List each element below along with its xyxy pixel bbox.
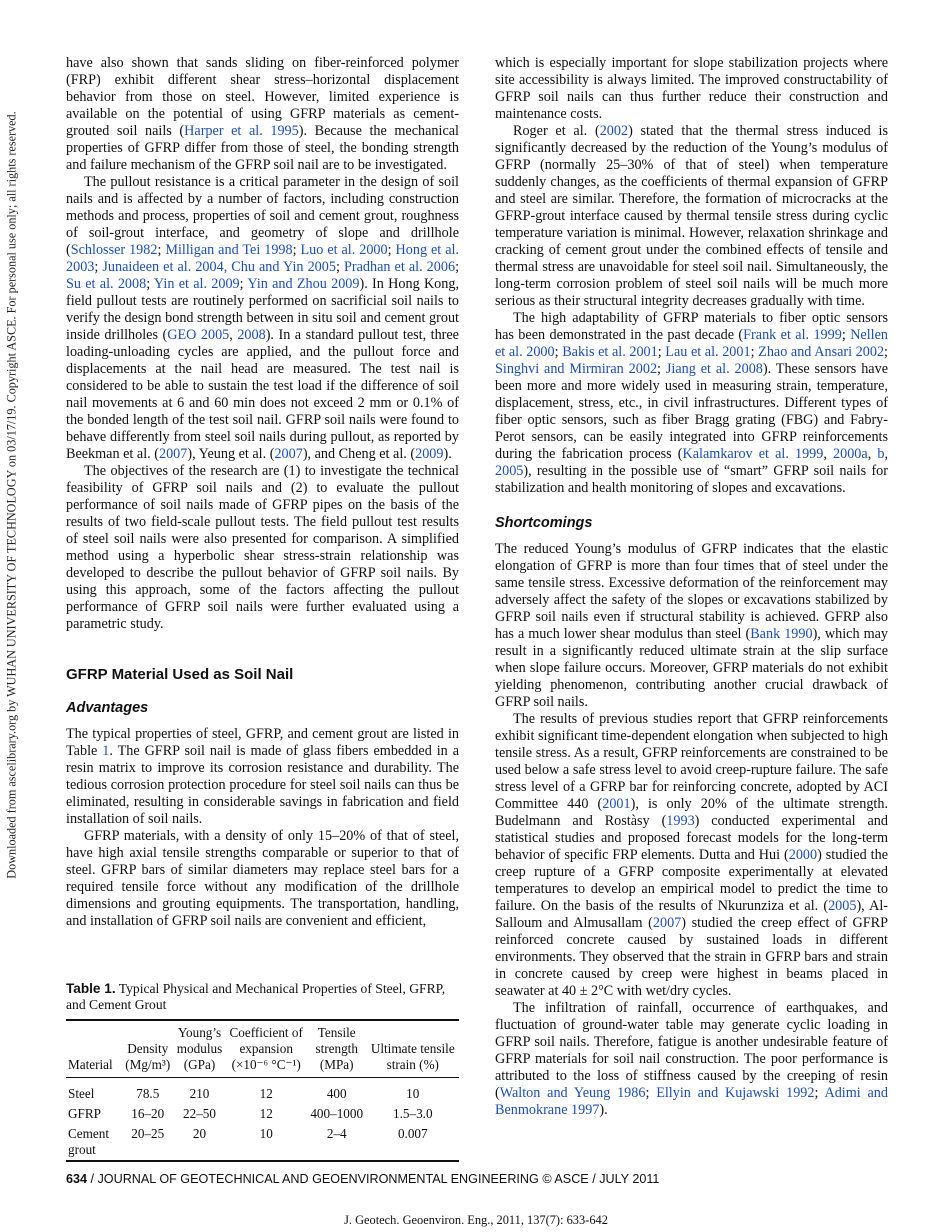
col-header-strength: Tensile strength (MPa)	[315, 1025, 358, 1072]
citation-link[interactable]: Harper et al. 1995	[184, 123, 299, 139]
citation-link[interactable]: Bakis et al. 2001	[562, 344, 658, 360]
table-header-row	[66, 1020, 459, 1078]
col-header-density: Density (Mg/m³)	[125, 1041, 171, 1072]
paragraph: The results of previous studies report that GFRP reinforcements exhibit significant time-dependent elongation when subjected to high tensile stress. As a result, GFRP reinforcements are constrained to be used below a safe stress level to avoid creep-rupture failure. The safe stress level of a GFRP bar for reinforcing concrete, adopted by ACI Committee 440 (2001), is only 20% of the ultimate strength. Budelmann and Rostàsy (1993) conducted experimental and statistical studies and proposed forecast models for the long-term behavior of specific FRP elements. Dutta and Hui (2000) studied the creep rupture of a GFRP composite experimentally at elevated temperatures to develop an empirical model to predict the time to failure. On the basis of the results of Nkurunziza et al. (2005), Al-Salloum and Almusallam (2007) studied the creep effect of GFRP reinforced concrete caused by sustained loads in different environments. They observed that the strain in GFRP bars and strain in concrete caused by creep were highest in beams placed in seawater at 40 ± 2°C with wet/dry cycles.	[495, 711, 888, 999]
citation-link[interactable]: Su et al. 2008	[66, 276, 147, 292]
paragraph: The reduced Young’s modulus of GFRP indicates that the elastic elongation of GFRP is more than four times that of steel under the same tensile stress. Excessive deformation of the reinforcement may adversely affect the safety of the slopes or excavations stabilized by GFRP soil nails even if structural stability is achieved. GFRP also has a much lower shear modulus than steel (Bank 1990), which may result in a significantly reduced ultimate strain at the slip surface when slope failure occurs. Moreover, GFRP materials do not exhibit yielding phenomenon, contributing another crucial drawback of GFRP soil nails.	[495, 541, 889, 710]
citation-link[interactable]: 2000	[788, 847, 818, 863]
download-notice-text: Downloaded from ascelibrary.org by WUHAN UNIVERSITY OF TECHNOLOGY on 03/17/19. Copyright ASCE. For personal use only; all rights reserved.	[4, 111, 19, 879]
citation-link[interactable]: Kalamkarov et al. 1999	[682, 446, 824, 462]
citation-link[interactable]: Walton and Yeung 1986	[499, 1085, 646, 1101]
download-notice	[2, 0, 22, 990]
citation-link[interactable]: Pradhan et al. 2006	[343, 259, 456, 275]
citation-link[interactable]: 1993	[666, 813, 695, 829]
table-caption	[66, 981, 459, 1013]
citation-link[interactable]: 1	[102, 743, 110, 759]
citation-link[interactable]: 2008	[237, 327, 266, 343]
paragraph: Roger et al. (2002) stated that the thermal stress induced is significantly decreased by the reduction of the Young’s modulus of GFRP (normally 25–30% of that of steel) when temperature suddenly changes, as the coefficients of thermal expansion of GFRP and steel are similar. Therefore, the formation of microcracks at the GFRP-grout interface caused by thermal tensile stress during cyclic temperature variation is minimal. However, relaxation shrinkage and cracking of cement grout under the combined effects of tensile and thermal stress are unavoidable for steel soil nail. Simultaneously, the long-term corrosion problem of steel soil nails will be much more serious as their structural integrity decreases gradually with time.	[495, 123, 888, 309]
table-row: Cement grout 20–25 20 10 2–4 0.007	[66, 1124, 459, 1161]
citation-link[interactable]: 2001	[602, 796, 631, 812]
journal-running-title: / JOURNAL OF GEOTECHNICAL AND GEOENVIRONMENTAL ENGINEERING © ASCE / JULY 2011	[87, 1172, 660, 1186]
subsection-heading-shortcomings: Shortcomings	[495, 515, 593, 531]
citation-link[interactable]: Bank 1990	[750, 626, 813, 642]
paragraph: GFRP materials, with a density of only 15–20% of that of steel, have high axial tensile strengths comparable or superior to that of steel. GFRP bars of similar diameters may replace steel bars for a required tensile force without any modification of the drillhole dimensions and grouting equipments. The transportation, handling, and installation of GFRP soil nails are convenient and efficient,	[66, 828, 459, 929]
properties-table	[66, 1019, 459, 1162]
citation-link[interactable]: Nellen et al. 2000	[495, 327, 889, 360]
section-heading: GFRP Material Used as Soil Nail	[66, 666, 294, 683]
table-label: Table 1.	[66, 981, 116, 996]
citation-link[interactable]: Schlosser 1982	[70, 242, 158, 258]
citation-link[interactable]: 2002	[599, 123, 629, 139]
paragraph: The objectives of the research are (1) to investigate the technical feasibility of GFRP soil nails and (2) to evaluate the pullout performance of soil nails made of GFRP pipes on the basis of the results of two field-scale pullout tests. The field pullout test results of steel soil nails were also presented for comparison. A simplified method using a hyperbolic shear stress-strain relationship was developed to describe the pullout behavior of GFRP soil nails. By using this approach, some of the factors affecting the pullout performance of GFRP soil nails were further evaluated using a parametric study.	[66, 463, 459, 632]
paragraph: The pullout resistance is a critical parameter in the design of soil nails and is affected by a number of factors, including construction methods and process, properties of soil and cement grout, roughness of soil-grout interface, and geometry of slope and drillhole (Schlosser 1982; Milligan and Tei 1998; Luo et al. 2000; Hong et al. 2003; Junaideen et al. 2004, Chu and Yin 2005; Pradhan et al. 2006; Su et al. 2008; Yin et al. 2009; Yin and Zhou 2009). In Hong Kong, field pullout tests are routinely performed on sacrificial soil nails to verify the design bond strength between in situ soil and cement grout inside drillholes (GEO 2005, 2008). In a standard pullout test, three loading-unloading cycles are applied, and the pullout force and displacements at the nail head are measured. The test nail is considered to be able to sustain the test load if the difference of soil nail movements at 6 and 60 min does not exceed 2 mm or 0.1% of the bonded length of the test soil nail. GFRP soil nails were found to behave differently from steel soil nails during pullout, as reported by Beekman et al. (2007), Yeung et al. (2007), and Cheng et al. (2009).	[66, 174, 460, 462]
citation-link[interactable]: Jiang et al. 2008	[665, 361, 763, 377]
citation-link[interactable]: 2007	[274, 446, 303, 462]
table-row: GFRP 16–20 22–50 12 400–1000 1.5–3.0	[68, 1106, 433, 1121]
table-row: Steel 78.5 210 12 400 10	[68, 1086, 420, 1101]
citation-link[interactable]: Lau et al. 2001	[665, 344, 751, 360]
citation-link[interactable]: Adimi and Benmokrane 1997	[495, 1085, 888, 1118]
subsection-heading-advantages: Advantages	[66, 700, 149, 716]
citation-link[interactable]: Junaideen et al. 2004, Chu and Yin 2005	[102, 259, 336, 275]
paragraph: The typical properties of steel, GFRP, and cement grout are listed in Table 1. The GFRP soil nail is made of glass fibers embedded in a resin matrix to improve its corrosion resistance and durability. The tedious corrosion protection procedure for steel soil nails can thus be eliminated, resulting in considerable savings in fabrication and field installation of soil nails.	[66, 726, 459, 827]
citation-link[interactable]: 2009	[415, 446, 444, 462]
citation-link[interactable]: Luo et al. 2000	[300, 242, 388, 258]
citation-link[interactable]: b	[877, 446, 885, 462]
citation-link[interactable]: Frank et al. 1999	[743, 327, 842, 343]
col-header-material: Material	[68, 1057, 113, 1072]
citation-link[interactable]: Yin et al. 2009	[153, 276, 240, 292]
citation-link[interactable]: Yin and Zhou 2009	[247, 276, 360, 292]
col-header-expansion: Coefficient of expansion (×10⁻⁶ °C⁻¹)	[229, 1025, 303, 1072]
citation-link[interactable]: 2005	[495, 463, 524, 479]
table-1	[66, 981, 459, 1162]
col-header-modulus: Young’s modulus (GPa)	[176, 1025, 223, 1072]
citation-link[interactable]: Milligan and Tei 1998	[165, 242, 293, 258]
col-header-strain: Ultimate tensile strain (%)	[370, 1041, 455, 1072]
citation-link[interactable]: 2007	[652, 915, 682, 931]
citation-link[interactable]: Hong et al. 2003	[66, 242, 459, 275]
right-column	[495, 55, 888, 1119]
page-number: 634	[66, 1172, 88, 1186]
citation-link[interactable]: 2007	[158, 446, 188, 462]
paragraph: which is especially important for slope stabilization projects where site accessibility is always limited. The improved constructability of GFRP soil nails can thus further reduce their construction and maintenance costs.	[495, 55, 888, 122]
citation-line: J. Geotech. Geoenviron. Eng., 2011, 137(7): 633-642	[344, 1213, 608, 1227]
page-footer	[66, 1172, 886, 1186]
paragraph: The high adaptability of GFRP materials to fiber optic sensors has been demonstrated in the past decade (Frank et al. 1999; Nellen et al. 2000; Bakis et al. 2001; Lau et al. 2001; Zhao and Ansari 2002; Singhvi and Mirmiran 2002; Jiang et al. 2008). These sensors have been more and more widely used in measuring strain, temperature, displacement, stress, etc., in civil infrastructures. Different types of fiber optic sensors, such as fiber Bragg grating (FBG) and Fabry-Perot sensors, can be easily integrated into GFRP reinforcements during the fabrication process (Kalamkarov et al. 1999, 2000a, b, 2005), resulting in the possible use of “smart” GFRP soil nails for stabilization and health monitoring of slopes and excavations.	[495, 310, 889, 496]
citation-link[interactable]: 2005	[828, 898, 857, 914]
citation-link[interactable]: Zhao and Ansari 2002	[758, 344, 885, 360]
citation-link[interactable]: GEO 2005	[167, 327, 230, 343]
citation-link[interactable]: 2000a	[833, 446, 868, 462]
citation-link[interactable]: Singhvi and Mirmiran 2002	[495, 361, 658, 377]
citation-link[interactable]: Ellyin and Kujawski 1992	[656, 1085, 815, 1101]
paragraph: have also shown that sands sliding on fiber-reinforced polymer (FRP) exhibit different shear stress–horizontal displacement behavior from those on steel. However, limited experience is available on the potential of using GFRP materials as cement-grouted soil nails (Harper et al. 1995). Because the mechanical properties of GFRP differ from those of steel, the bonding strength and failure mechanism of the GFRP soil nail are to be investigated.	[66, 55, 459, 173]
table-caption-text: Typical Physical and Mechanical Properties of Steel, GFRP, and Cement Grout	[66, 981, 446, 1012]
left-column	[66, 55, 459, 930]
paragraph: The infiltration of rainfall, occurrence of earthquakes, and fluctuation of ground-water table may generate cyclic loading in GFRP soil nails. Therefore, fatigue is another undesirable feature of GFRP materials for soil nail construction. The poor performance is attributed to the loss of stiffness caused by the creeping of resin (Walton and Yeung 1986; Ellyin and Kujawski 1992; Adimi and Benmokrane 1997).	[495, 1000, 888, 1118]
